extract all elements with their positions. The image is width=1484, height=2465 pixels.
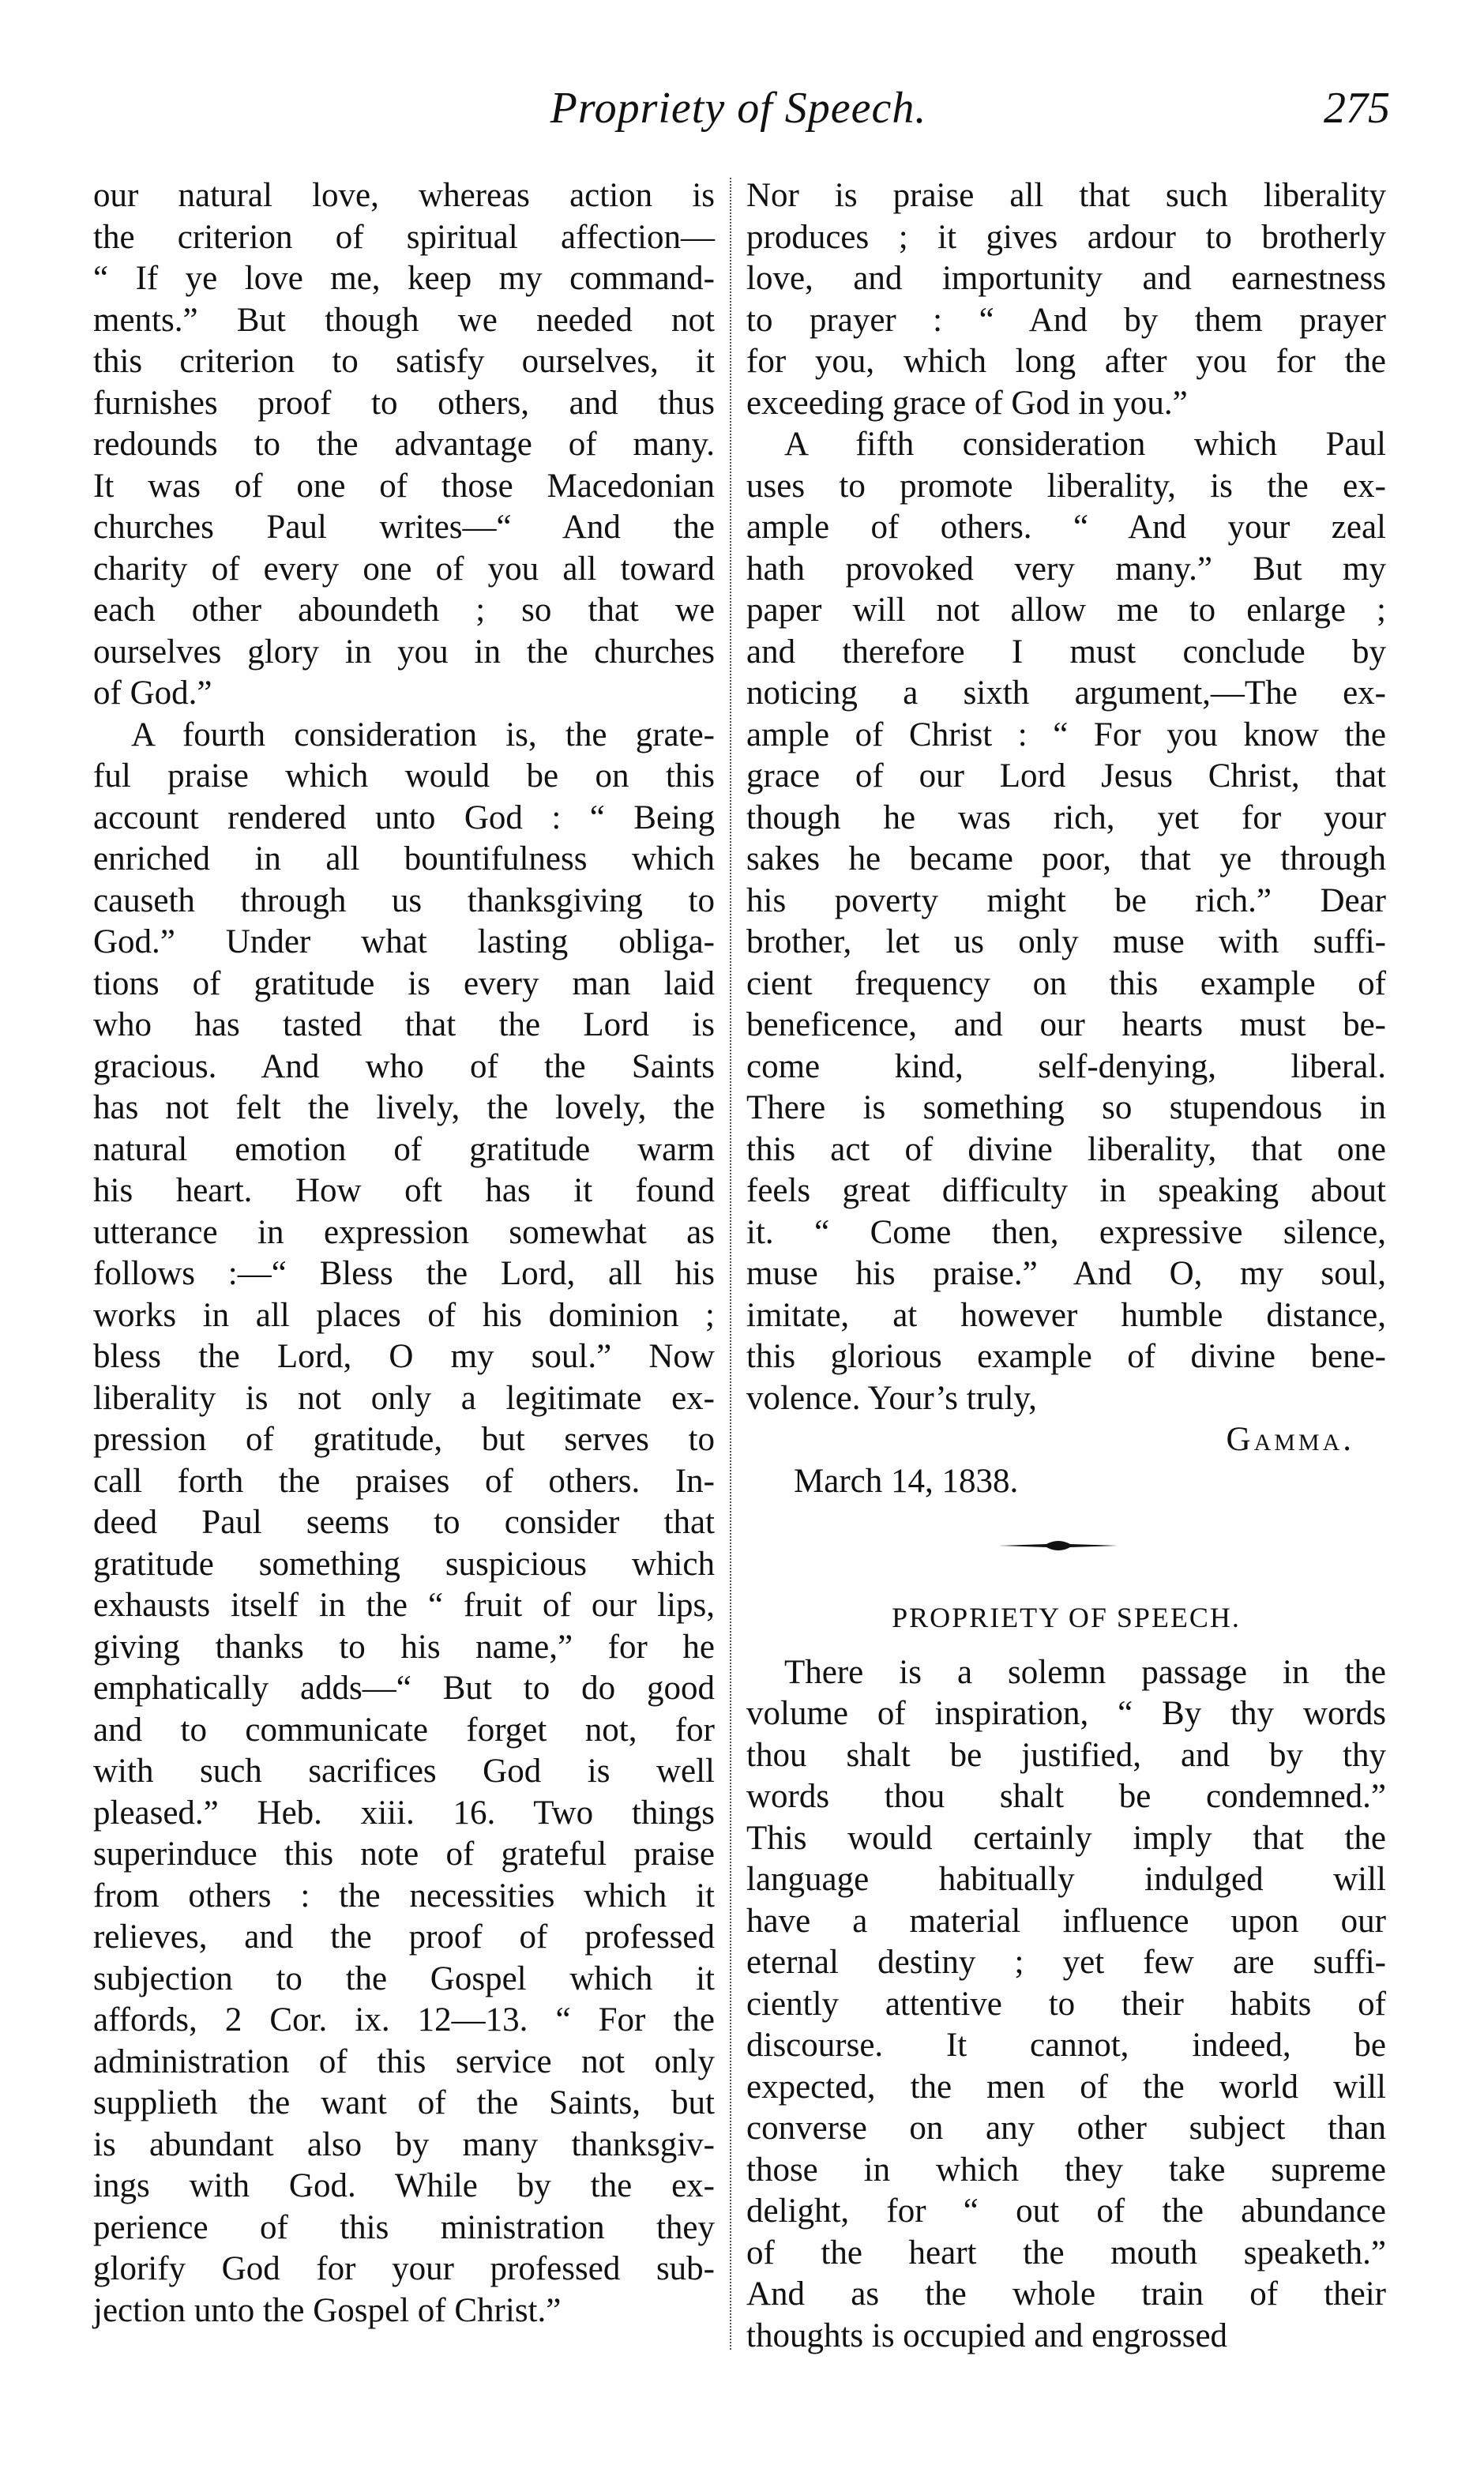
text-line: jection unto the Gospel of Christ.” xyxy=(93,2291,562,2329)
text-line: A fifth consideration which Paul xyxy=(784,426,1386,463)
running-head xyxy=(87,83,1390,146)
text-line: of the heart the mouth speaketh.” xyxy=(746,2234,1386,2271)
right-column-top xyxy=(746,175,1386,1419)
text-line: and therefore I must conclude by xyxy=(746,633,1386,671)
text-line: exhausts itself in the “ fruit of our lips, xyxy=(93,1587,715,1624)
text-line: discourse. It cannot, indeed, be xyxy=(746,2027,1386,2064)
text-line: eternal destiny ; yet few are suffi- xyxy=(746,1944,1386,1981)
text-line: This would certainly imply that the xyxy=(746,1819,1386,1857)
text-line: glorify God for your professed sub- xyxy=(93,2250,715,2287)
text-line: this act of divine liberality, that one xyxy=(746,1130,1386,1168)
text-line: volume of inspiration, “ By thy words xyxy=(746,1695,1386,1732)
text-line: affords, 2 Cor. ix. 12—13. “ For the xyxy=(93,2001,715,2039)
text-line: feels great difficulty in speaking about xyxy=(746,1172,1386,1209)
text-line: subjection to the Gospel which it xyxy=(93,1960,715,1997)
right-column-bottom xyxy=(746,1652,1386,2358)
text-line: beneficence, and our hearts must be- xyxy=(746,1006,1386,1043)
text-line: account rendered unto God : “ Being xyxy=(93,798,715,836)
text-line: call forth the praises of others. In- xyxy=(93,1462,715,1500)
text-line: God.” Under what lasting obliga- xyxy=(93,923,715,960)
text-line: perience of this ministration they xyxy=(93,2208,715,2246)
text-line: those in which they take supreme xyxy=(746,2151,1386,2189)
text-line: charity of every one of you all toward xyxy=(93,550,715,588)
text-line: paper will not allow me to enlarge ; xyxy=(746,592,1386,629)
text-line: follows :—“ Bless the Lord, all his xyxy=(93,1255,715,1292)
text-line: muse his praise.” And O, my soul, xyxy=(746,1255,1386,1292)
text-line: relieves, and the proof of professed xyxy=(93,1918,715,1956)
text-line: produces ; it gives ardour to brotherly xyxy=(746,218,1386,256)
signature: Gamma. xyxy=(1226,1421,1354,1458)
text-line: grace of our Lord Jesus Christ, that xyxy=(746,757,1386,795)
page-number: 275 xyxy=(1324,84,1390,133)
text-line: There is something so stupendous in xyxy=(746,1089,1386,1126)
text-line: hath provoked very many.” But my xyxy=(746,550,1386,588)
text-line: his poverty might be rich.” Dear xyxy=(746,881,1386,919)
text-line: Nor is praise all that such liberality xyxy=(746,177,1386,214)
right-column xyxy=(746,175,1386,2357)
text-line: It was of one of those Macedonian xyxy=(93,467,715,505)
text-line: liberality is not only a legitimate ex- xyxy=(93,1379,715,1417)
text-line: come kind, self-denying, liberal. xyxy=(746,1047,1386,1085)
text-line: have a material influence upon our xyxy=(746,1902,1386,1940)
text-line: works in all places of his dominion ; xyxy=(93,1296,715,1334)
text-line: There is a solemn passage in the xyxy=(784,1653,1386,1691)
text-line: this glorious example of divine bene- xyxy=(746,1338,1386,1375)
text-line: causeth through us thanksgiving to xyxy=(93,881,715,919)
text-line: love, and importunity and earnestness xyxy=(746,260,1386,297)
text-line: emphatically adds—“ But to do good xyxy=(93,1670,715,1707)
text-line: ful praise which would be on this xyxy=(93,757,715,795)
text-line: gratitude something suspicious which xyxy=(93,1545,715,1583)
text-line: language habitually indulged will xyxy=(746,1861,1386,1898)
text-line: deed Paul seems to consider that xyxy=(93,1504,715,1541)
text-line: ample of others. “ And your zeal xyxy=(746,509,1386,546)
text-line: uses to promote liberality, is the ex- xyxy=(746,467,1386,505)
text-line: the criterion of spiritual affection— xyxy=(93,218,715,256)
text-line: noticing a sixth argument,—The ex- xyxy=(746,674,1386,712)
text-line: A fourth consideration is, the grate- xyxy=(131,716,715,753)
text-line: churches Paul writes—“ And the xyxy=(93,509,715,546)
text-line: superinduce this note of grateful praise xyxy=(93,1836,715,1873)
text-line: pression of gratitude, but serves to xyxy=(93,1421,715,1458)
text-line: converse on any other subject than xyxy=(746,2110,1386,2147)
text-line: gracious. And who of the Saints xyxy=(93,1047,715,1085)
text-line: pleased.” Heb. xiii. 16. Two things xyxy=(93,1794,715,1832)
text-line: enriched in all bountifulness which xyxy=(93,840,715,877)
text-line: thoughts is occupied and engrossed xyxy=(746,2317,1228,2354)
text-line: “ If ye love me, keep my command- xyxy=(93,260,715,297)
text-line: brother, let us only muse with suffi- xyxy=(746,923,1386,960)
text-line: expected, the men of the world will xyxy=(746,2068,1386,2106)
text-line: redounds to the advantage of many. xyxy=(93,426,715,463)
ornament-rule-icon xyxy=(999,1534,1118,1558)
text-line: volence. Your’s truly, xyxy=(746,1379,1037,1417)
text-line: our natural love, whereas action is xyxy=(93,177,715,214)
text-line: for you, which long after you for the xyxy=(746,343,1386,380)
text-line: this criterion to satisfy ourselves, it xyxy=(93,343,715,380)
text-line: is abundant also by many thanksgiv- xyxy=(93,2125,715,2163)
text-line: giving thanks to his name,” for he xyxy=(93,1628,715,1666)
text-line: And as the whole train of their xyxy=(746,2275,1386,2313)
text-line: exceeding grace of God in you.” xyxy=(746,384,1188,422)
letter-date: March 14, 1838. xyxy=(794,1462,1019,1500)
text-line: supplieth the want of the Saints, but xyxy=(93,2084,715,2121)
text-line: cient frequency on this example of xyxy=(746,964,1386,1002)
text-line: sakes he became poor, that ye through xyxy=(746,840,1386,877)
text-line: with such sacrifices God is well xyxy=(93,1753,715,1790)
column-divider xyxy=(730,178,731,2350)
text-line: words thou shalt be condemned.” xyxy=(746,1778,1386,1815)
text-line: imitate, at however humble distance, xyxy=(746,1296,1386,1334)
text-line: bless the Lord, O my soul.” Now xyxy=(93,1338,715,1375)
left-column xyxy=(93,175,715,2332)
text-line: his heart. How oft has it found xyxy=(93,1172,715,1209)
section-ornament xyxy=(746,1510,1386,1597)
text-line: thou shalt be justified, and by thy xyxy=(746,1736,1386,1774)
section-heading: PROPRIETY OF SPEECH. xyxy=(892,1601,1241,1633)
text-line: of God.” xyxy=(93,674,212,712)
text-line: delight, for “ out of the abundance xyxy=(746,2193,1386,2230)
text-line: ourselves glory in you in the churches xyxy=(93,633,715,671)
text-line: administration of this service not only xyxy=(93,2042,715,2080)
text-line: though he was rich, yet for your xyxy=(746,798,1386,836)
text-line: ciently attentive to their habits of xyxy=(746,1985,1386,2023)
text-line: and to communicate forget not, for xyxy=(93,1711,715,1749)
text-line: who has tasted that the Lord is xyxy=(93,1006,715,1043)
text-line: tions of gratitude is every man laid xyxy=(93,964,715,1002)
running-title: Propriety of Speech. xyxy=(550,84,927,133)
text-line: it. “ Come then, expressive silence, xyxy=(746,1213,1386,1251)
text-line: each other aboundeth ; so that we xyxy=(93,592,715,629)
text-line: natural emotion of gratitude warm xyxy=(93,1130,715,1168)
text-line: has not felt the lively, the lovely, the xyxy=(93,1089,715,1126)
text-line: furnishes proof to others, and thus xyxy=(93,384,715,422)
text-line: from others : the necessities which it xyxy=(93,1877,715,1915)
text-line: ments.” But though we needed not xyxy=(93,301,715,339)
text-line: ample of Christ : “ For you know the xyxy=(746,716,1386,753)
text-line: to prayer : “ And by them prayer xyxy=(746,301,1386,339)
text-line: ings with God. While by the ex- xyxy=(93,2167,715,2204)
text-line: utterance in expression somewhat as xyxy=(93,1213,715,1251)
